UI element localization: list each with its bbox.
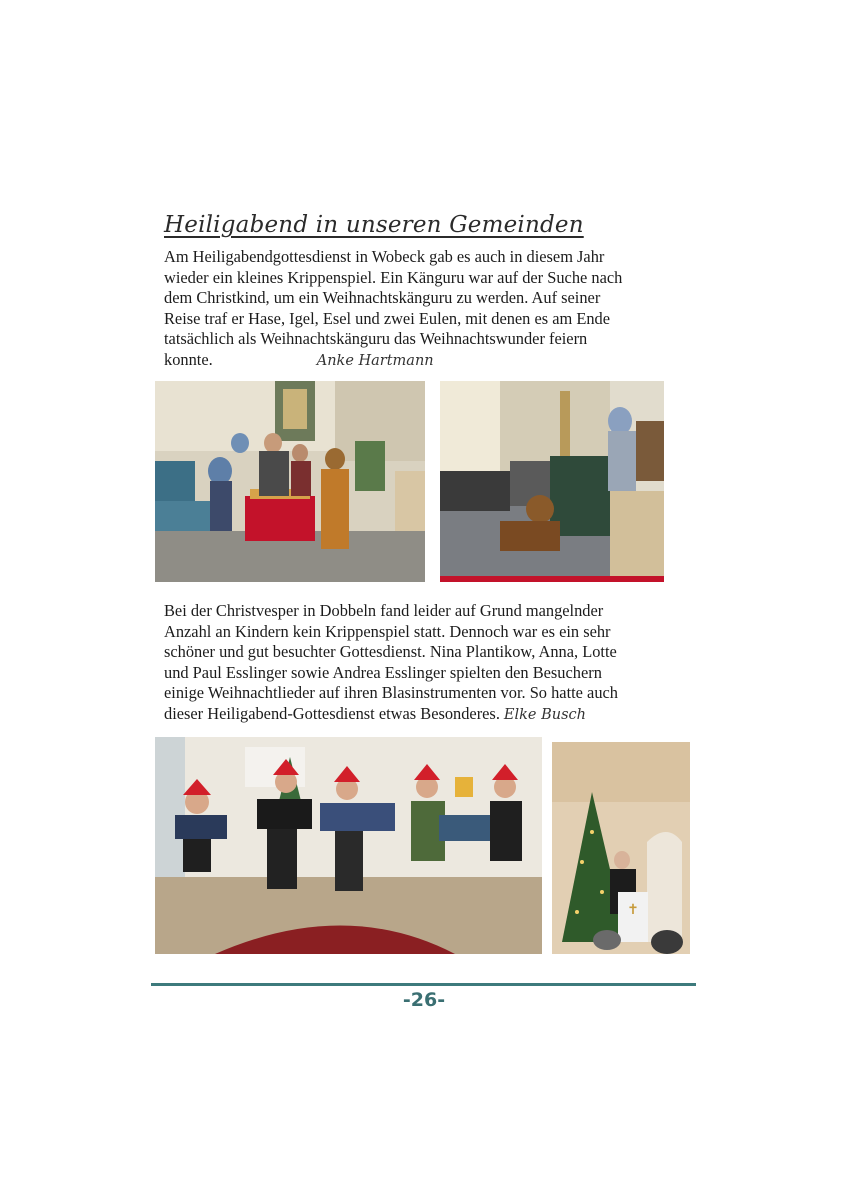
- paragraph-line: Am Heiligabendgottesdienst in Wobeck gab es auch in diesem Jahr: [164, 247, 605, 266]
- paragraph-line: dieser Heiligabend-Gottesdienst etwas Besonderes.: [164, 703, 500, 723]
- paragraph-line: schöner und gut besuchter Gottesdienst. Nina Plantikow, Anna, Lotte: [164, 642, 617, 662]
- paragraph-line: wieder ein kleines Krippenspiel. Ein Känguru war auf der Suche nach: [164, 267, 623, 287]
- article-title: Heiligabend in unseren Gemeinden: [164, 212, 584, 238]
- page-number: -26-: [402, 989, 446, 1011]
- photo-kaenguru-scene: [440, 381, 664, 582]
- paragraph-line: einige Weihnachtlieder auf ihren Blasinstrumenten vor. So hatte auch: [164, 683, 618, 703]
- paragraph-line: und Paul Esslinger sowie Andrea Esslinger spielten den Besuchern: [164, 662, 602, 682]
- paragraph-line: Reise traf er Hase, Igel, Esel und zwei Eulen, mit denen es am Ende: [164, 308, 611, 328]
- photo-krippenspiel-group: [155, 381, 425, 582]
- photo-pfarrer-weihnachtsbaum: [552, 742, 690, 954]
- paragraph-krippenspiel-wobeck: [164, 247, 690, 371]
- author-signature: Elke Busch: [503, 706, 587, 723]
- paragraph-line: Anzahl an Kindern kein Krippenspiel statt. Dennoch war es ein sehr: [164, 621, 611, 641]
- paragraph-line: konnte.: [164, 349, 213, 369]
- footer-rule: [151, 983, 696, 986]
- paragraph-line: Bei der Christvesper in Dobbeln fand leider auf Grund mangelnder: [164, 601, 604, 620]
- paragraph-line: dem Christkind, um ein Weihnachtskänguru zu werden. Auf seiner: [164, 288, 601, 308]
- photo-blaeser-ensemble: [155, 737, 542, 954]
- paragraph-christvesper-dobbeln: [164, 601, 690, 725]
- author-signature: Anke Hartmann: [316, 352, 434, 369]
- paragraph-line: tatsächlich als Weihnachtskänguru das Weihnachtswunder feiern: [164, 329, 588, 349]
- svg-text:✝: ✝: [627, 902, 639, 918]
